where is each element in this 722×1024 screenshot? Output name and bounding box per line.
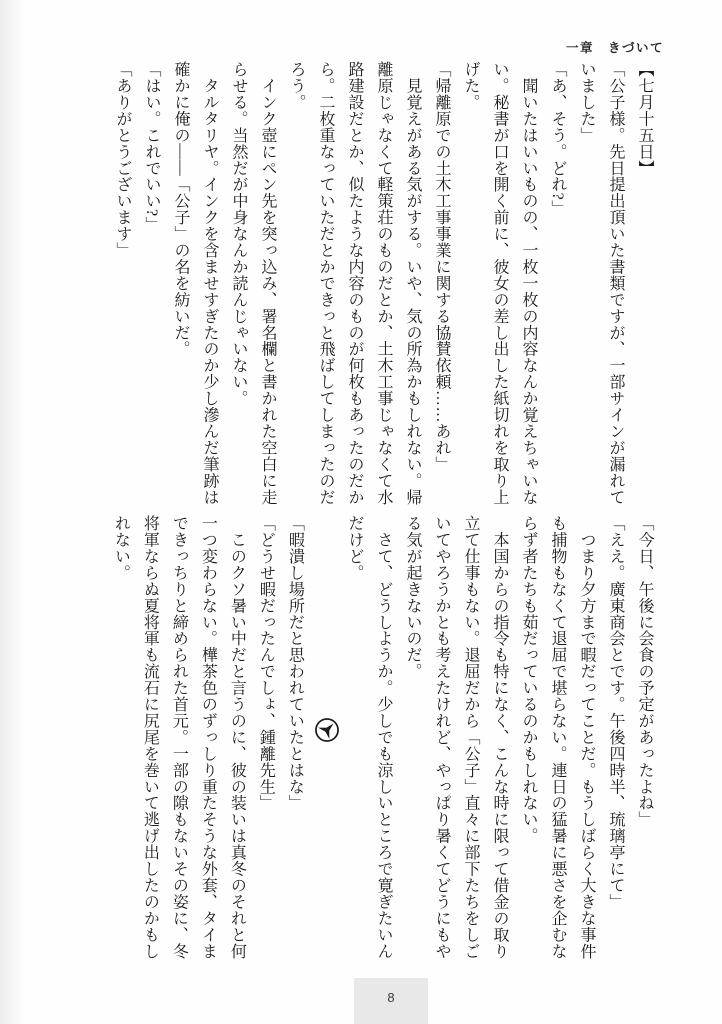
text-block-bottom (106, 515, 659, 966)
date-heading: 【七月十五日】 (636, 61, 653, 177)
text-line: 将軍ならぬ夏将軍も流石に尻尾を巻いて逃げ出したのかもし (141, 515, 159, 960)
text-line: 一つ変わらない。樺茶色のずっしり重たそうな外套、タイま (199, 515, 217, 960)
text-line: い。秘書が口を開く前に、彼女の差し出した紙切れを取り上 (491, 61, 508, 506)
text-line: 「ありがとうございます」 (114, 61, 131, 259)
text-line: 「ええ。廣東商会とです。午後四時半、琉璃亭にて」 (607, 515, 624, 910)
three-spoke-circle-icon (314, 717, 340, 743)
text-line: つまり夕方まで暇だってことだ。もうしばらく大きな事件 (578, 515, 595, 960)
text-line: 路建設だとか、似たような内容のものが何枚もあったのだか (346, 61, 363, 506)
text-line: 「あ、そう。どれ?」 (549, 61, 566, 217)
text-line: らず者たちも茹だっているのかもしれない。 (520, 515, 537, 844)
text-line: 聞いたはいいものの、一枚一枚の内容なんか覚えちゃいな (520, 61, 537, 506)
text-line: インク壺にペン先を突っ込み、署名欄と書かれた空白に走 (259, 61, 276, 506)
text-line: タルタリヤ。インクを含ませすぎたのか少し滲んだ筆跡は (201, 61, 218, 506)
text-line: いてやろうかとも考えたけれど、やっぱり暑くてどうにもや (433, 515, 450, 960)
text-line: 「公子様。先日提出頂いた書類ですが、一部サインが漏れて (607, 61, 624, 506)
chapter-header-label: 一章 きづいて (565, 41, 664, 55)
text-line: れない。 (112, 515, 130, 581)
text-line: 「今日、午後に会食の予定があったよね」 (636, 515, 653, 828)
page-edge-shading (0, 0, 24, 1024)
text-line: ろう。 (288, 61, 305, 111)
page-number: 8 (387, 990, 395, 1005)
text-line: ら。二枚重なっていただとかできっと飛ばしてしまったのだ (317, 61, 334, 506)
section-divider (309, 515, 340, 965)
running-header (566, 38, 664, 56)
text-line: だけど。 (346, 515, 363, 581)
text-line: 「どうせ暇だったんでしょ、鍾離先生」 (257, 515, 275, 812)
text-line: 確かに俺の――「公子」の名を紡いだ。 (172, 61, 189, 358)
text-line: さて、どうしようか。少しでも涼しいところで寛ぎたいん (375, 515, 392, 960)
text-line: る気が起きないのだ。 (404, 515, 421, 680)
text-line: 「はい。これでいい?」 (143, 61, 160, 234)
text-line: 「帰離原での土木工事事業に関する協賛依頼……あれ」 (433, 61, 450, 473)
text-line: 見覚えがある気がする。いや、気の所為かもしれない。帰 (404, 61, 421, 506)
text-line: 立て仕事もない。退屈だから「公子」直々に部下たちをしご (462, 515, 479, 960)
text-block-top (108, 61, 659, 508)
text-line: いました」 (578, 61, 595, 144)
text-line: も捕物もなくて退屈で堪らない。連日の猛暑に悪さを企むな (549, 515, 566, 960)
text-line: できっちりと締められた首元。一部の隙もないその姿に、冬 (170, 515, 188, 960)
page-number-box (354, 978, 428, 1024)
text-line: 本国からの指令も特になく、こんな時に限って借金の取り (491, 515, 508, 960)
text-line: げた。 (462, 61, 479, 111)
text-line: このクソ暑い中だと言うのに、彼の装いは真冬のそれと何 (228, 515, 246, 960)
text-line: 「暇潰し場所だと思われていたとはな」 (286, 515, 304, 812)
text-line: らせる。当然だが中身なんか読んじゃいない。 (230, 61, 247, 407)
text-line: 離原じゃなくて軽策荘のものだとか、土木工事じゃなくて水 (375, 61, 392, 506)
